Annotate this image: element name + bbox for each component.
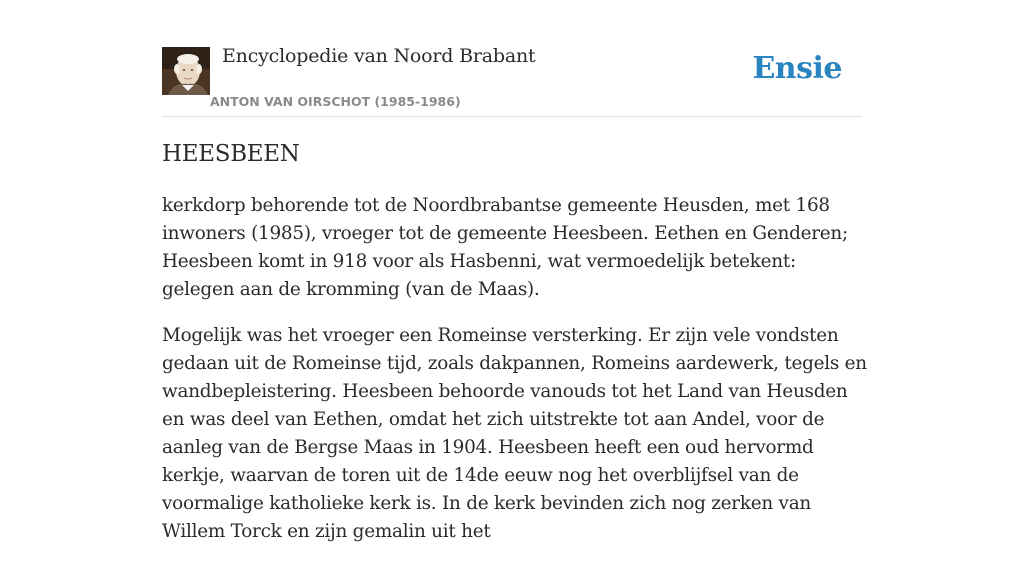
article-paragraph: Mogelijk was het vroeger een Romeinse versterking. Er zijn vele vondsten gedaan uit de Romeinse tijd, zoals dakpannen, Romeins aardewerk, tegels en wandbepleistering. Heesbeen behoorde vanouds tot het Land van Heusden en was deel van Eethen, omdat het zich uitstrekte tot aan Andel, voor de aanleg van de Bergse Maas in 1904. Heesbeen heeft een oud hervormd kerkje, waarvan de toren uit de 14de eeuw nog het overblijfsel van de voormalige katholieke kerk is. In de kerk bevinden zich nog zerken van Willem Torck en zijn gemalin uit het — [162, 325, 867, 542]
author-name[interactable]: ANTON VAN OIRSCHOT (1985-1986) — [210, 94, 461, 109]
article-title: HEESBEEN — [162, 141, 300, 167]
author-avatar[interactable] — [162, 47, 210, 95]
brand-logo[interactable]: Ensie — [752, 51, 842, 86]
source-title[interactable]: Encyclopedie van Noord Brabant — [222, 45, 536, 67]
article-paragraph: kerkdorp behorende tot de Noordbrabantse gemeente Heusden, met 168 inwoners (1985), vroeger tot de gemeente Heesbeen. Eethen en Genderen; Heesbeen komt in 918 voor als Hasbenni, wat vermoedelijk betekent: gelegen aan de kromming (van de Maas). — [162, 195, 848, 300]
article-body — [162, 138, 868, 564]
source-header — [162, 0, 862, 117]
